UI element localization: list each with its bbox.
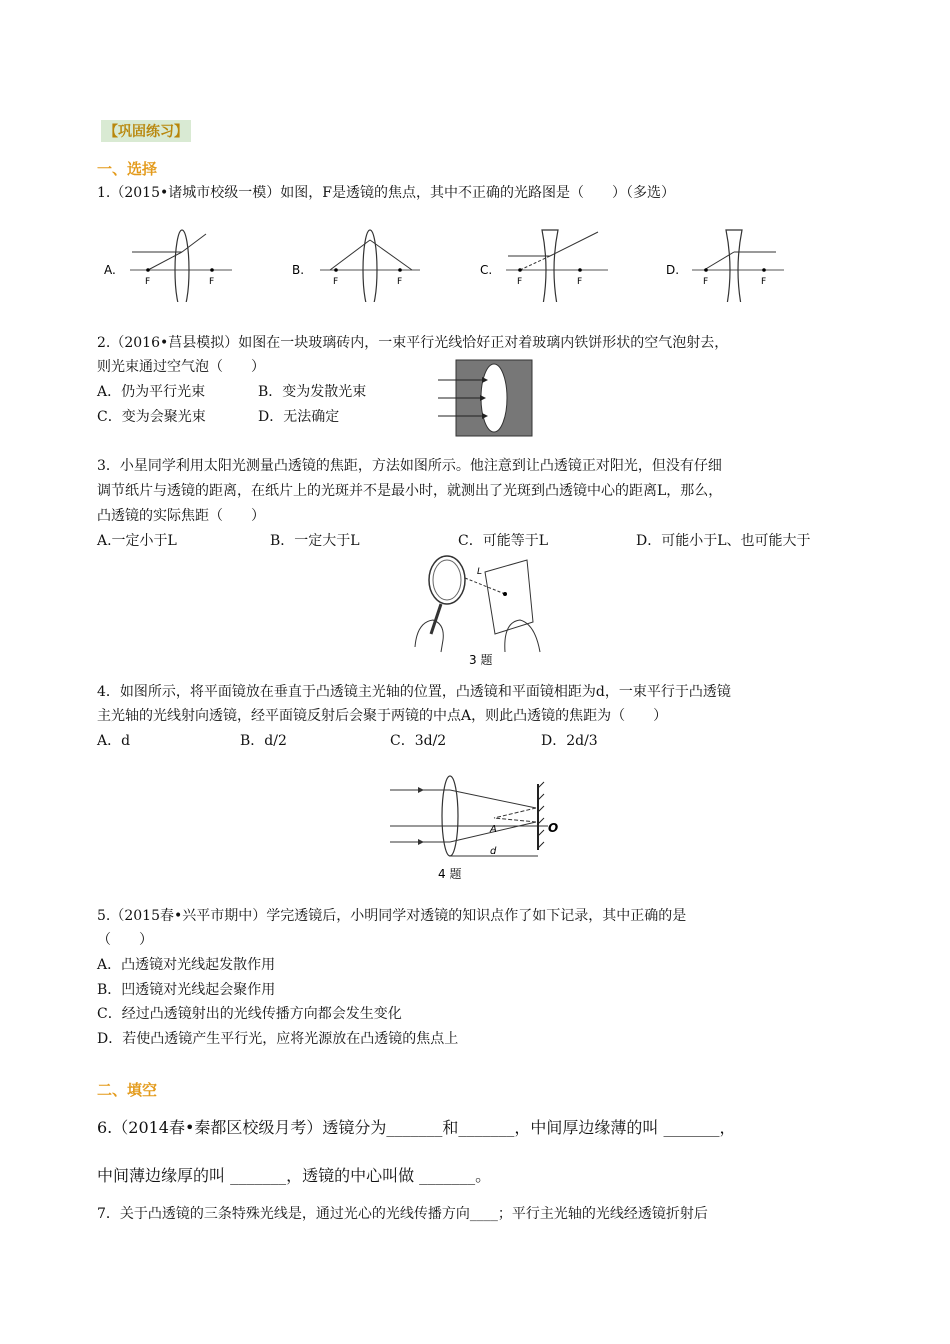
- q5-opt-d: D．若使凸透镜产生平行光，应将光源放在凸透镜的焦点上: [97, 1031, 459, 1047]
- q7-line1: 7．关于凸透镜的三条特殊光线是，通过光心的光线传播方向____；平行主光轴的光线经透镜折射后: [97, 1206, 708, 1222]
- q3-line3: 凸透镜的实际焦距（ ）: [97, 508, 265, 524]
- q3-line2: 调节纸片与透镜的距离，在纸片上的光斑并不是最小时，就测出了光斑到凸透镜中心的距离L，那么，: [97, 483, 723, 499]
- q4-fig-label: 4 题: [438, 867, 462, 881]
- q2-figure: [436, 358, 536, 438]
- exercise-badge: 【巩固练习】: [101, 120, 191, 142]
- q5-line2: （ ）: [97, 932, 153, 948]
- q2-opt-b: B．变为发散光束: [258, 384, 367, 400]
- svg-text:F: F: [517, 277, 523, 287]
- svg-text:F: F: [145, 277, 151, 287]
- svg-text:F: F: [577, 277, 583, 287]
- q4-opt-b: B．d/2: [240, 733, 287, 749]
- q2-line2: 则光束通过空气泡（ ）: [97, 359, 265, 375]
- section-title-fill: 二、填空: [97, 1081, 158, 1099]
- q4-fig-o: O: [548, 821, 559, 835]
- q1-fig-a: [104, 230, 232, 302]
- q1-fig-d: [666, 230, 784, 302]
- q4-line1: 4．如图所示，将平面镜放在垂直于凸透镜主光轴的位置，凸透镜和平面镜相距为d，一束平行于凸透镜: [97, 684, 731, 700]
- q1-label-a: A.: [104, 263, 116, 277]
- q1-label-d: D.: [666, 263, 680, 277]
- svg-text:F: F: [761, 277, 767, 287]
- q5-opt-b: B．凹透镜对光线起会聚作用: [97, 982, 276, 998]
- q3-opt-a: A.一定小于L: [97, 533, 177, 549]
- q1-label-b: B.: [292, 263, 305, 277]
- q4-fig-a: A: [490, 824, 497, 835]
- q6-line2: 中间薄边缘厚的叫 _______，透镜的中心叫做 _______。: [97, 1166, 492, 1185]
- q3-fig-l: L: [477, 567, 483, 577]
- q3-opt-b: B．一定大于L: [270, 533, 360, 549]
- q2-opt-d: D．无法确定: [258, 409, 340, 425]
- q1-fig-b: [292, 230, 420, 302]
- q4-opt-a: A．d: [97, 733, 131, 749]
- q4-opt-c: C．3d/2: [390, 733, 447, 749]
- q4-figure: [388, 770, 568, 882]
- q3-line1: 3．小星同学利用太阳光测量凸透镜的焦距，方法如图所示。他注意到让凸透镜正对阳光，但没有仔细: [97, 458, 722, 474]
- q5-line1: 5.（2015春•兴平市期中）学完透镜后，小明同学对透镜的知识点作了如下记录，其中正确的是: [97, 908, 687, 924]
- q5-opt-c: C．经过凸透镜射出的光线传播方向都会发生变化: [97, 1006, 402, 1022]
- q3-fig-label: 3 题: [469, 653, 493, 667]
- section-title-choice: 一、选择: [97, 160, 158, 178]
- q2-opt-c: C．变为会聚光束: [97, 409, 206, 425]
- q1-figures: [100, 222, 800, 302]
- q3-opt-d: D．可能小于L、也可能大于: [636, 533, 811, 549]
- q2-opt-a: A．仍为平行光束: [97, 384, 206, 400]
- q4-fig-d: d: [490, 846, 497, 857]
- q2-line1: 2.（2016•莒县模拟）如图在一块玻璃砖内，一束平行光线恰好正对着玻璃内铁饼形状的空气泡射去，: [97, 335, 729, 351]
- svg-text:F: F: [703, 277, 709, 287]
- svg-text:F: F: [333, 277, 339, 287]
- q4-opt-d: D．2d/3: [541, 733, 598, 749]
- q6-line1: 6.（2014春•秦都区校级月考）透镜分为_______和_______，中间厚边缘薄的叫 _______，: [97, 1118, 736, 1137]
- q1-text: 1.（2015•诸城市校级一模）如图，F是透镜的焦点，其中不正确的光路图是（ ）（多选）: [97, 185, 675, 201]
- q4-line2: 主光轴的光线射向透镜，经平面镜反射后会聚于两镜的中点A，则此凸透镜的焦距为（ ）: [97, 708, 668, 724]
- svg-text:F: F: [397, 277, 403, 287]
- q1-label-c: C.: [480, 263, 493, 277]
- q3-figure: [405, 552, 555, 670]
- svg-text:F: F: [209, 277, 215, 287]
- q3-opt-c: C．可能等于L: [458, 533, 549, 549]
- q5-opt-a: A．凸透镜对光线起发散作用: [97, 957, 276, 973]
- q1-fig-c: [480, 230, 608, 302]
